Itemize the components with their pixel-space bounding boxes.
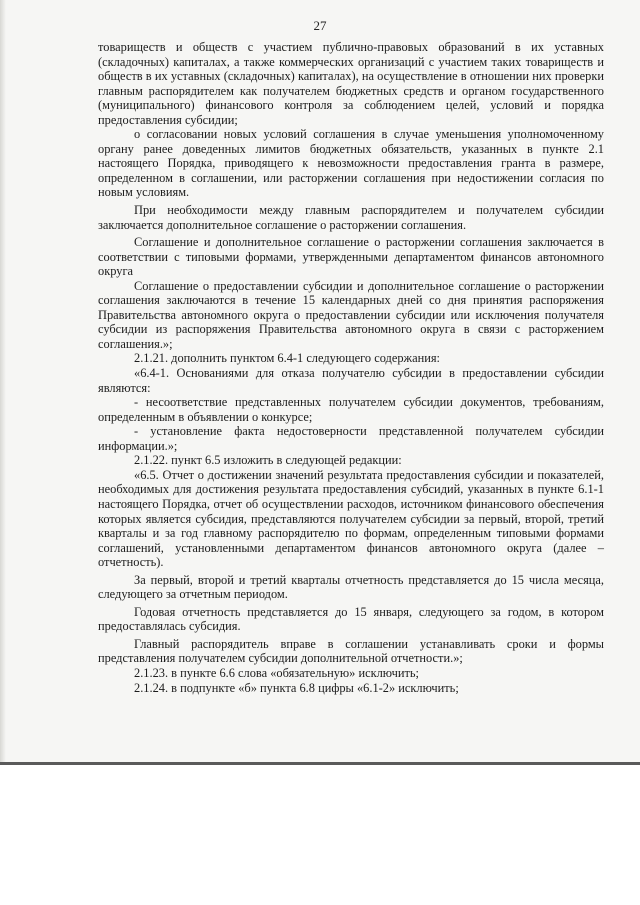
paragraph: Соглашение и дополнительное соглашение о расторжении соглашения заключается в соответствии с типовыми формами, утвержденными департаментом финансов автономного округа [98, 235, 604, 279]
paragraph: о согласовании новых условий соглашения в случае уменьшения уполномоченному органу ранее доведенных лимитов бюджетных обязательств, указанных в пункте 2.1 настоящего Порядка, приводящего к невозможности предоставления гранта в размере, определенном в соглашении, или расторжении соглашения при недостижении согласия по новым условиям. [98, 127, 604, 200]
paragraph: 2.1.24. в подпункте «б» пункта 6.8 цифры «6.1-2» исключить; [134, 680, 459, 695]
paragraph: «6.5. Отчет о достижении значений результата предоставления субсидии и показателей, необходимых для достижения результата предоставления субсидий, указанных в пункте 6.1-1 настоящего Порядка, отчет об осуществлении расходов, источником финансового обеспечения которых является субсидия, представляются получателем субсидии за первый, второй, третий кварталы и за год главному распорядителю по формам, определенным типовыми формами соглашений, установленными департаментом финансов автономного округа (далее – отчетность). [98, 467, 604, 570]
list-item: - установление факта недостоверности представленной получателем субсидии информации.»; [98, 424, 604, 453]
page-number: 27 [313, 18, 327, 33]
paragraph: Главный распорядитель вправе в соглашении устанавливать сроки и формы представления получателем субсидии дополнительной отчетности.»; [98, 636, 604, 666]
paragraph: 2.1.22. пункт 6.5 изложить в следующей редакции: [134, 453, 402, 468]
list-item: - несоответствие представленных получателем субсидии документов, требованиям, определенным в объявлении о конкурсе; [98, 395, 604, 424]
paragraph: За первый, второй и третий кварталы отчетность представляется до 15 числа месяца, следующего за отчетным периодом. [98, 572, 604, 602]
paragraph: Соглашение о предоставлении субсидии и дополнительное соглашение о расторжении соглашения заключаются в течение 15 календарных дней со дня принятия распоряжения Правительства автономного округа о предоставлении субсидии или исключения получателя субсидии из распоряжения Правительства автономного округа в связи с расторжением соглашения.»; [98, 278, 604, 351]
paragraph: 2.1.21. дополнить пунктом 6.4-1 следующего содержания: [134, 351, 440, 366]
paragraph: 2.1.23. в пункте 6.6 слова «обязательную» исключить; [134, 665, 419, 680]
document-body [98, 40, 604, 695]
paragraph: Годовая отчетность представляется до 15 января, следующего за годом, в котором предоставлялась субсидия. [98, 604, 604, 634]
paragraph: «6.4-1. Основаниями для отказа получателю субсидии в предоставлении субсидии являются: [98, 366, 604, 395]
blank-margin [0, 768, 640, 905]
paragraph: товариществ и обществ с участием публично-правовых образований в их уставных (складочных) капиталах, а также коммерческих организаций с участием таких товариществ и обществ в их уставных (складочных) капиталах), на осуществление в отношении них проверки главным распорядителем как получателем бюджетных средств и органом государственного (муниципального) финансового контроля за соблюдением целей, условий и порядка предоставления субсидии; [98, 40, 604, 127]
paragraph: При необходимости между главным распорядителем и получателем субсидии заключается дополнительное соглашение о расторжении соглашения. [98, 203, 604, 232]
